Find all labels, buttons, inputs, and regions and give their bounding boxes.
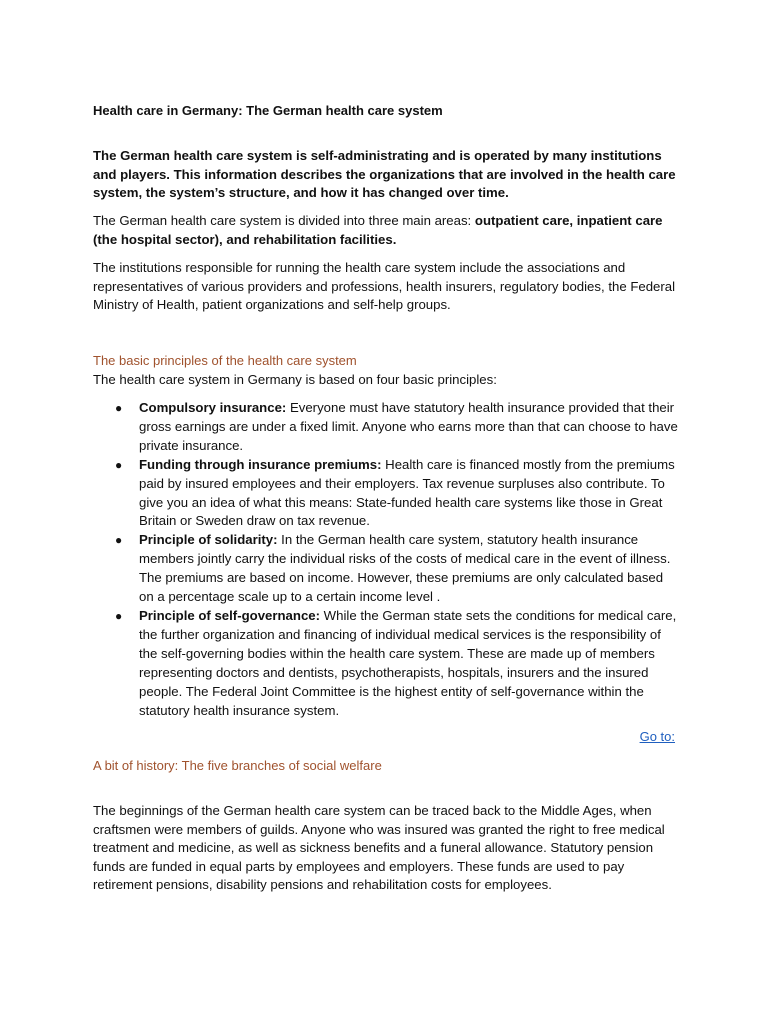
- areas-bold-text: outpatient care, inpatient care (the hospital sector), and rehabilitation facilities.: [93, 213, 663, 247]
- history-heading: A bit of history: The five branches of social welfare: [93, 758, 382, 773]
- list-item: [93, 456, 678, 532]
- bullet-icon: ●: [115, 401, 123, 415]
- bullet-icon: ●: [115, 457, 123, 472]
- principles-heading: The basic principles of the health care system: [93, 353, 357, 368]
- bullet-icon: ●: [115, 608, 123, 623]
- institutions-paragraph: The institutions responsible for running the health care system include the associations and representatives of various providers and professions, health insurers, regulatory bodies, the Federal Ministry of Health, patient organizations and self-help groups.: [93, 260, 676, 313]
- principle-text: Everyone must have statutory health insurance provided that their gross earnings are under a fixed limit. Anyone who earns more than that can choose to have private insurance.: [139, 400, 678, 453]
- list-item: [93, 531, 678, 607]
- intro-paragraph: The German health care system is self-administrating and is operated by many institutions and players. This information describes the organizations that are involved in the health care system, the system’s structure, and how it has changed over time.: [93, 148, 676, 201]
- principle-text: Health care is financed mostly from the premiums paid by insured employees and their employers. Tax revenue surpluses also contribute. To give you an idea of what this means: State-funded health care systems like those in Great Britain or Sweden draw on tax revenue.: [139, 456, 675, 529]
- principle-term: Compulsory insurance:: [139, 400, 287, 415]
- history-paragraph: The beginnings of the German health care system can be traced back to the Middle Ages, when craftsmen were members of guilds. Anyone who was insured was granted the right to free medical treatment and medicine, as well as sickness benefits and a funeral allowance. Statutory pension funds are funded in equal parts by employees and employers. These funds are used to pay retirement pensions, disability pensions and rehabilitation costs for employees.: [93, 803, 665, 893]
- goto-link[interactable]: Go to:: [639, 729, 675, 744]
- list-item: [93, 607, 678, 720]
- principle-term: Principle of solidarity:: [139, 532, 278, 548]
- list-item: [93, 399, 678, 456]
- principle-text: In the German health care system, statutory health insurance members jointly carry the individual risks of the costs of medical care in the event of illness. The premiums are based on income. However, these premiums are only calculated based on a percentage scale up to a certain income level .: [139, 532, 671, 605]
- principle-term: Funding through insurance premiums:: [139, 456, 382, 472]
- bullet-icon: ●: [115, 533, 123, 548]
- principles-list: [93, 399, 678, 720]
- principle-text: While the German state sets the conditions for medical care, the further organization and financing of individual medical services is the responsibility of the self-governing bodies within the health care system. These are made up of members representing doctors and dentists, psychotherapists, hospitals, insurers and the insured people. The Federal Joint Committee is the highest entity of self-governance within the statutory health insurance system.: [139, 607, 677, 718]
- areas-paragraph: [93, 212, 678, 249]
- document-title: Health care in Germany: The German health care system: [93, 103, 443, 118]
- principles-intro: The health care system in Germany is based on four basic principles:: [93, 372, 497, 387]
- principle-term: Principle of self-governance:: [139, 607, 321, 623]
- areas-text: The German health care system is divided into three main areas:: [93, 213, 475, 228]
